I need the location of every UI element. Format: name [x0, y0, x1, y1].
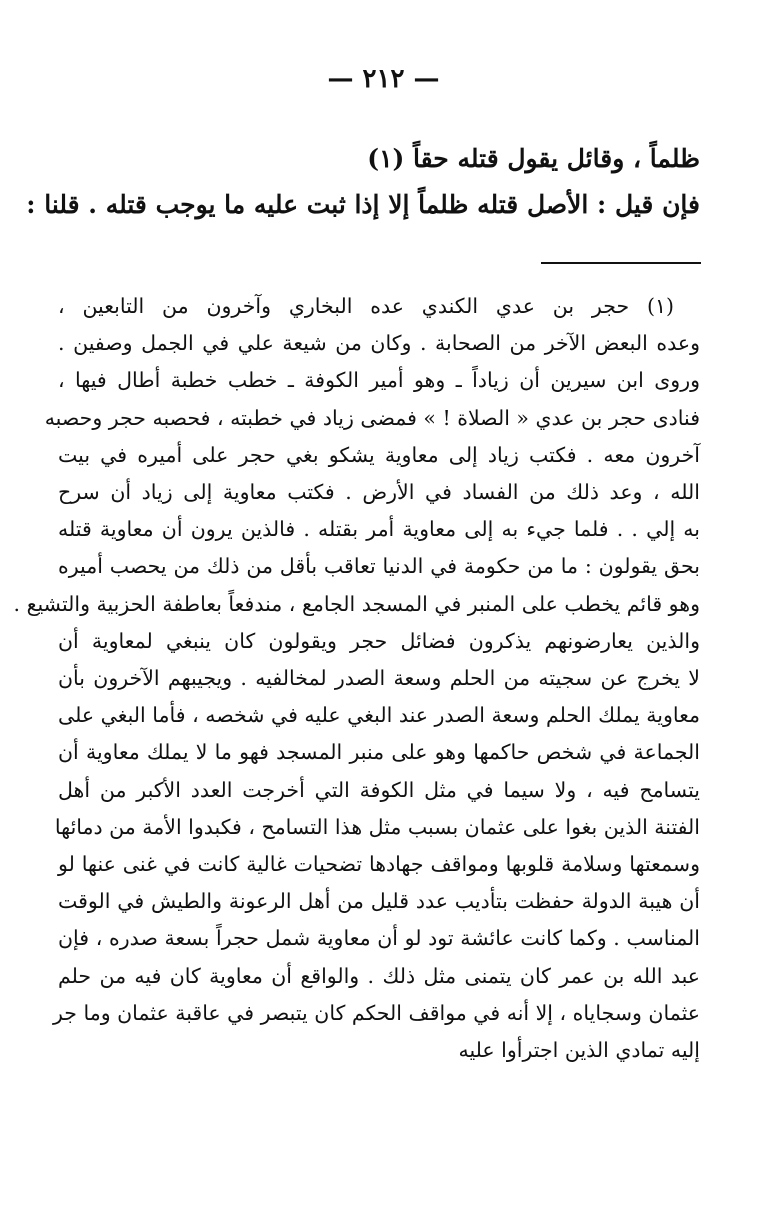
- footnote-line: يتسامح فيه ، ولا سيما في مثل الكوفة التي أخرجت العدد الأكبر من أهل: [58, 777, 700, 802]
- page-number: — ٢١٢ —: [327, 64, 440, 94]
- footnote-line: والذين يعارضونهم يذكرون فضائل حجر ويقولون كان ينبغي لمعاوية أن: [58, 628, 700, 653]
- footnote-separator: [541, 262, 701, 264]
- footnote-line: عثمان وسجاياه ، إلا أنه في مواقف الحكم كان يتبصر في عاقبة عثمان وما جر: [52, 1000, 700, 1025]
- footnote: [13, 288, 700, 1069]
- footnote-line: الله ، وعد ذلك من الفساد في الأرض . فكتب معاوية إلى زياد أن سرح: [58, 480, 700, 505]
- main-text-line: ظلماً ، وقائل يقول قتله حقاً (١): [367, 144, 700, 173]
- footnote-line: لا يخرج عن سجيته من الحلم وسعة الصدر لمخالفيه . ويجيبهم الآخرون بأن: [58, 666, 700, 691]
- footnote-line: (١) حجر بن عدي الكندي عده البخاري وآخرون من التابعين ،: [58, 294, 674, 318]
- footnote-line: أن هيبة الدولة حفظت بتأديب عدد قليل من أهل الرعونة والطيش في الوقت: [58, 889, 700, 914]
- footnote-line: فنادى حجر بن عدي « الصلاة ! » فمضى زياد في خطبته ، فحصبه حجر وحصبه: [44, 405, 700, 430]
- footnote-line: الفتنة الذين بغوا على عثمان بسبب مثل هذا التسامح ، فكبدوا الأمة من دمائها: [54, 814, 700, 839]
- footnote-line: معاوية يملك الحلم وسعة الصدر عند البغي عليه في شخصه ، فأما البغي على: [58, 703, 700, 728]
- footnote-line: وهو قائم يخطب على المنبر في المسجد الجامع ، مندفعاً بعاطفة الحزبية والتشيع .: [13, 591, 700, 616]
- main-text: [26, 136, 700, 228]
- footnote-line: عبد الله بن عمر كان يتمنى مثل ذلك . والواقع أن معاوية كان فيه من حلم: [58, 963, 700, 988]
- footnote-line: آخرون معه . فكتب زياد إلى معاوية يشكو بغي حجر على أميره في بيت: [58, 442, 700, 467]
- footnote-line: المناسب . وكما كانت عائشة تود لو أن معاوية شمل حجراً بسعة صدره ، فإن: [58, 926, 700, 951]
- footnote-line: إليه تمادي الذين اجترأوا عليه: [458, 1038, 700, 1063]
- footnote-line: الجماعة في شخص حاكمها وهو على منبر المسجد فهو ما لا يملك معاوية أن: [58, 740, 700, 765]
- footnote-line: وسمعتها وسلامة قلوبها ومواقف جهادها تضحيات غالية كانت في غنى عنها لو: [58, 852, 700, 877]
- footnote-line: به إلي . . فلما جيء به إلى معاوية أمر بقتله . فالذين يرون أن معاوية قتله: [58, 517, 700, 542]
- footnote-line: وروى ابن سيرين أن زياداً ـ وهو أمير الكوفة ـ خطب خطبة أطال فيها ،: [58, 368, 700, 393]
- main-text-line: فإن قيل : الأصل قتله ظلماً إلا إذا ثبت عليه ما يوجب قتله . قلنا :: [26, 190, 700, 219]
- footnote-line: بحق يقولون : ما من حكومة في الدنيا تعاقب بأقل من ذلك من يحصب أميره: [58, 554, 700, 579]
- footnote-line: وعده البعض الآخر من الصحابة . وكان من شيعة علي في الجمل وصفين .: [58, 331, 700, 356]
